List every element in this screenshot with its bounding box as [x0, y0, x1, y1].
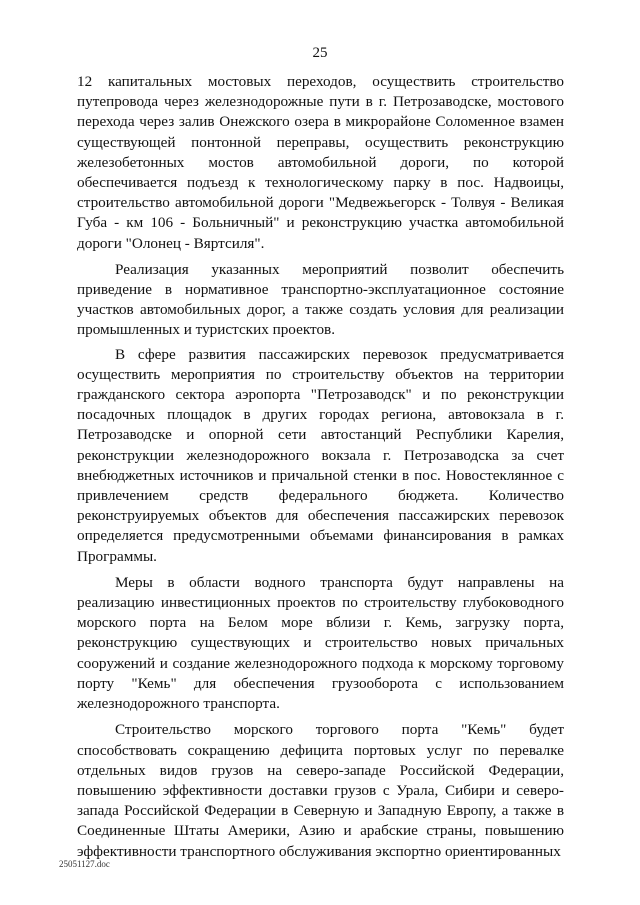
paragraph-bridges-roads: 12 капитальных мостовых переходов, осуществить строительство путепровода через железнодорожные пути в г. Петрозаводске, мостового перехода через залив Онежского озера в микрорайоне Соломенное взамен существующей понтонной переправы, осуществить реконструкцию железобетонных мостов автомобильной дороги, по которой обеспечивается подъезд к технологическому парку в пос. Надвоицы, строительство автомобильной дороги "Медвежьегорск - Толвуя - Великая Губа - км 106 - Больничный" и реконструкцию участка автомобильной дороги "Олонец - Вяртсиля". — [77, 73, 564, 252]
paragraph-kem-port: Строительство морского торгового порта "Кемь" будет способствовать сокращению дефицита портовых услуг по перевалке отдельных видов грузов на северо-западе Российской Федерации, повышению эффективности доставки грузов с Урала, Сибири и северо-запада Российской Федерации в Северную и Западную Европу, а также в Соединенные Штаты Америки, Азию и арабские страны, повышению эффективности транспортного обслуживания экспортно ориентированных — [77, 721, 564, 860]
paragraph-passenger-transport: В сфере развития пассажирских перевозок предусматривается осуществить мероприятия по строительству объектов на территории гражданского сектора аэропорта "Петрозаводск" и по реконструкции посадочных площадок в других городах региона, автовокзала в г. Петрозаводске и опорной сети автостанций Республики Карелия, реконструкции железнодорожного вокзала г. Петрозаводска за счет внебюджетных источников и причальной стенки в пос. Новостеклянное с привлечением средств федерального бюджета. Количество реконструируемых объектов для обеспечения пассажирских перевозок определяется предусмотренными объемами финансирования в рамках Программы. — [77, 345, 564, 565]
body-text — [77, 72, 564, 862]
page-number: 25 — [312, 45, 328, 61]
paragraph-roads-outcome: Реализация указанных мероприятий позволит обеспечить приведение в нормативное транспортно-эксплуатационное состояние участков автомобильных дорог, а также создать условия для реализации промышленных и туристских проектов. — [77, 260, 564, 339]
document-file-code: 25051127.doc — [59, 859, 110, 869]
paragraph-water-transport: Меры в области водного транспорта будут направлены на реализацию инвестиционных проектов по строительству глубоководного морского порта на Белом море вблизи г. Кемь, загрузку порта, реконструкцию существующих и строительство новых причальных сооружений и создание железнодорожного подхода к морскому торговому порту "Кемь" для обеспечения грузооборота с использованием железнодорожного транспорта. — [77, 573, 564, 713]
